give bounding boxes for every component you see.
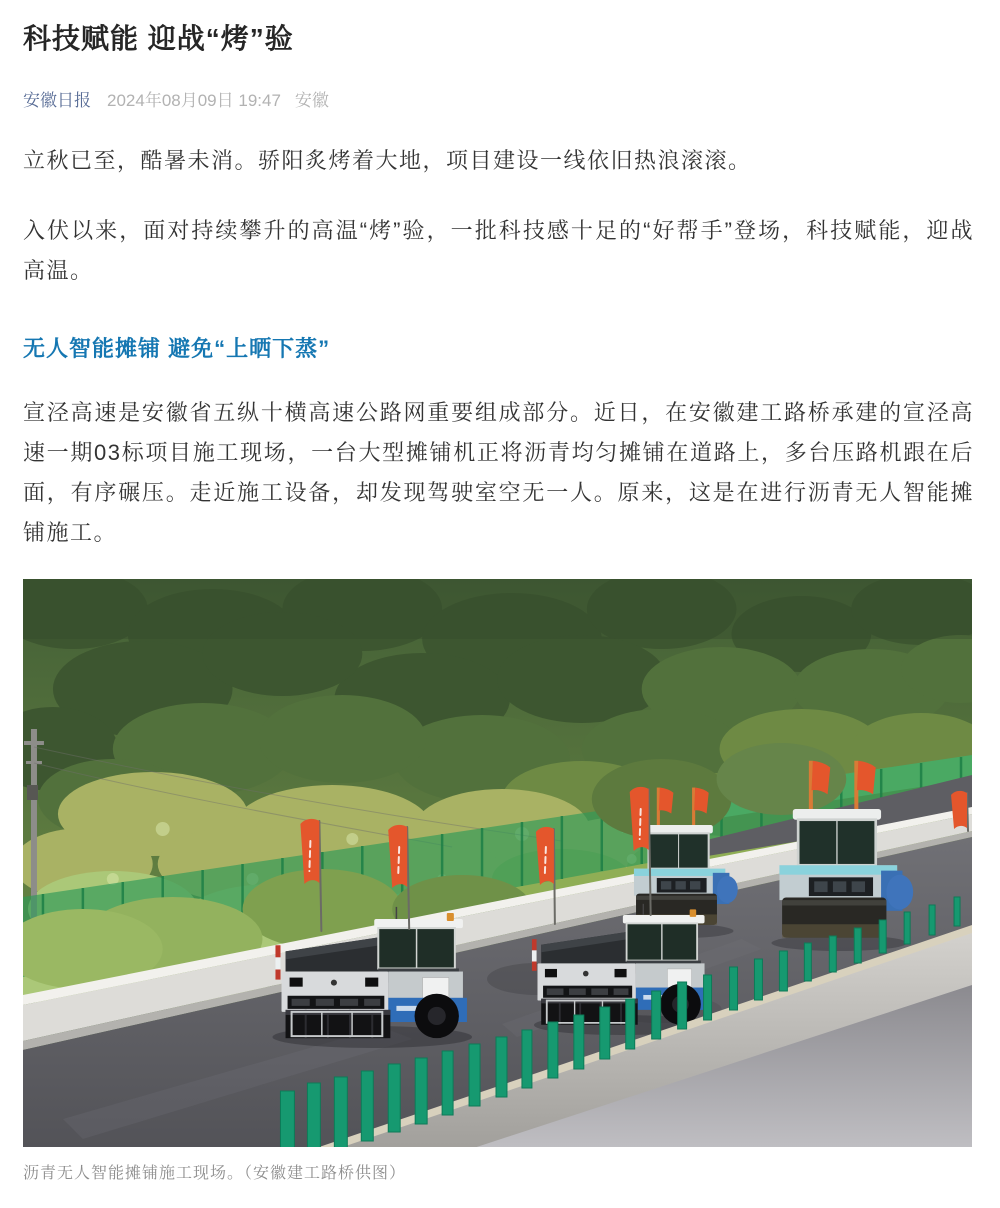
source-account-link[interactable]: 安徽日报 <box>23 91 91 110</box>
paragraph-2: 入伏以来，面对持续攀升的高温“烤”验，一批科技感十足的“好帮手”登场，科技赋能，迎战高温。 <box>23 218 974 283</box>
article-photo-figure <box>23 579 974 1147</box>
construction-site-photo[interactable] <box>23 579 972 1147</box>
article-body <box>23 141 974 553</box>
section-heading: 无人智能摊铺 避免“上晒下蒸” <box>23 336 331 361</box>
publish-datetime: 2024年08月09日 19:47 <box>107 91 281 110</box>
photo-caption: 沥青无人智能摊铺施工现场。（安徽建工路桥供图） <box>23 1165 407 1182</box>
paragraph-3: 宣泾高速是安徽省五纵十横高速公路网重要组成部分。近日，在安徽建工路桥承建的宣泾高速一期03标项目施工现场，一台大型摊铺机正将沥青均匀摊铺在道路上，多台压路机跟在后面，有序碾压。走近施工设备，却发现驾驶室空无一人。原来，这是在进行沥青无人智能摊铺施工。 <box>23 400 974 545</box>
article-title: 科技赋能 迎战“烤”验 <box>23 23 294 54</box>
paragraph-1: 立秋已至，酷暑未消。骄阳炙烤着大地，项目建设一线依旧热浪滚滚。 <box>23 148 752 173</box>
publish-location: 安徽 <box>294 91 329 110</box>
byline <box>23 86 974 111</box>
